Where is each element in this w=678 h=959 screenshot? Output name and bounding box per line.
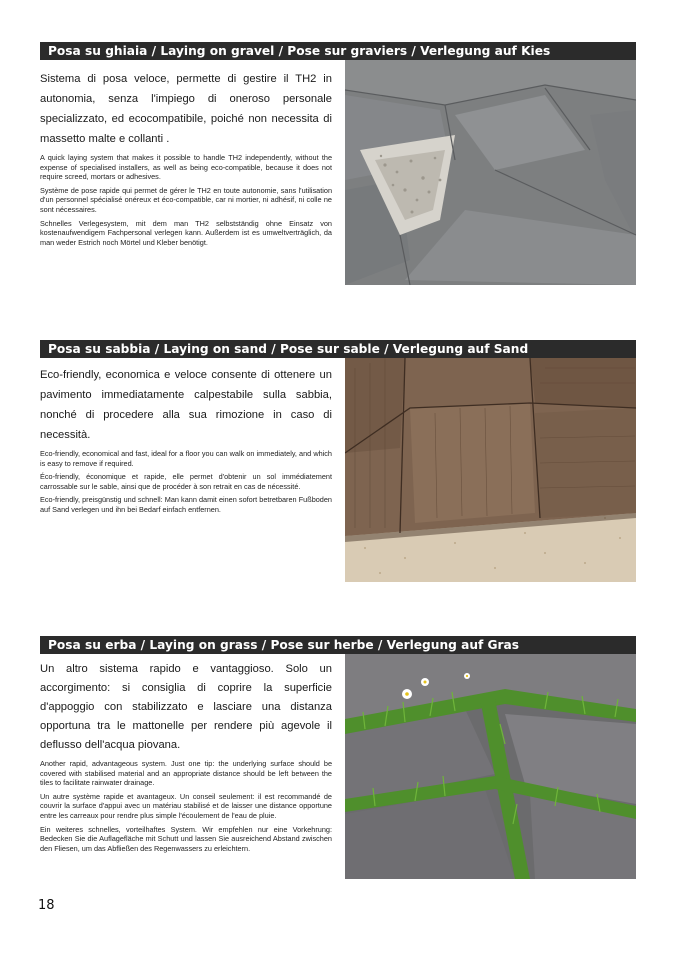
sand-laying-photo — [345, 358, 636, 582]
section-sand — [40, 340, 636, 582]
section-grass — [40, 636, 636, 879]
section-title: Posa su ghiaia / Laying on gravel / Pose sur graviers / Verlegung auf Kies — [40, 42, 636, 60]
french-text: Système de pose rapide qui permet de gérer le TH2 en toute autonomie, sans l'utilisation d'un personnel spécialisé onéreux et éco-compatible, car ni mortier, ni adhésif, ni colle ne sont nécessaires. — [40, 185, 332, 214]
french-text: Éco-friendly, économique et rapide, elle permet d'obtenir un sol immédiatement carrossable sur le sable, ainsi que de procéder à son retrait en cas de nécessité. — [40, 472, 332, 491]
english-text: A quick laying system that makes it possible to handle TH2 independently, without the expense of specialised installers, as well as being eco-compatible, because it does not require screed, mortars or adhesives. — [40, 153, 332, 182]
section-title: Posa su erba / Laying on grass / Pose sur herbe / Verlegung auf Gras — [40, 636, 636, 654]
french-text: Un autre système rapide et avantageux. Un conseil seulement: il est recommandé de couvrir la surface d'appui avec un matériau stabilisé et de laisser une distance opportune entre les carreaux pour rendre plus simple l'écoulement de l'eau de pluie. — [40, 791, 332, 820]
section-title: Posa su sabbia / Laying on sand / Pose sur sable / Verlegung auf Sand — [40, 340, 636, 358]
grass-laying-photo — [345, 654, 636, 879]
page-number: 18 — [38, 898, 55, 913]
italian-lead: Sistema di posa veloce, permette di gestire il TH2 in autonomia, senza l'impiego di oneroso personale specializzato, ed ecocompatibile, poiché non necessita di massetto malte e collanti . — [40, 73, 332, 145]
english-text: Another rapid, advantageous system. Just one tip: the underlying surface should be covered with stabilised material and an appropriate distance should be left between the tiles to facilitate rainwater drainage. — [40, 759, 332, 788]
section-gravel — [40, 42, 636, 285]
section-text — [40, 69, 332, 251]
section-text — [40, 660, 332, 857]
gravel-laying-photo — [345, 60, 636, 285]
german-text: Ein weiteres schnelles, vorteilhaftes System. Wir empfehlen nur eine Vorkehrung: Bedecken Sie die Auflagefläche mit Schutt und lassen Sie ausreichend Abstand zwischen den Fliesen, um das Abfließen des Regenwassers zu erleichtern. — [40, 824, 332, 853]
german-text: Schnelles Verlegesystem, mit dem man TH2 selbstständig ohne Einsatz von kostenaufwendigem Fachpersonal verlegen kann. Außerdem ist es umweltverträglich, da man weder Estrich noch Mörtel und Kleber benötigt. — [40, 218, 332, 247]
italian-lead: Eco-friendly, economica e veloce consente di ottenere un pavimento immediatamente calpestabile sulla sabbia, nonché di procedere alla sua rimozione in caso di necessità. — [40, 369, 332, 441]
german-text: Eco-friendly, preisgünstig und schnell: Man kann damit einen sofort betretbaren Fußboden auf Sand verlegen und ihn bei Bedarf einfach entfernen. — [40, 495, 332, 514]
italian-lead: Un altro sistema rapido e vantaggioso. Solo un accorgimento: si consiglia di coprire la superficie d'appoggio con stabilizzato e lasciare una distanza opportuna tra le mattonelle per rendere più agevole il deflusso dell'acqua piovana. — [40, 663, 332, 751]
english-text: Eco-friendly, economical and fast, ideal for a floor you can walk on immediately, and which is easy to remove if required. — [40, 449, 332, 468]
section-text — [40, 365, 332, 519]
